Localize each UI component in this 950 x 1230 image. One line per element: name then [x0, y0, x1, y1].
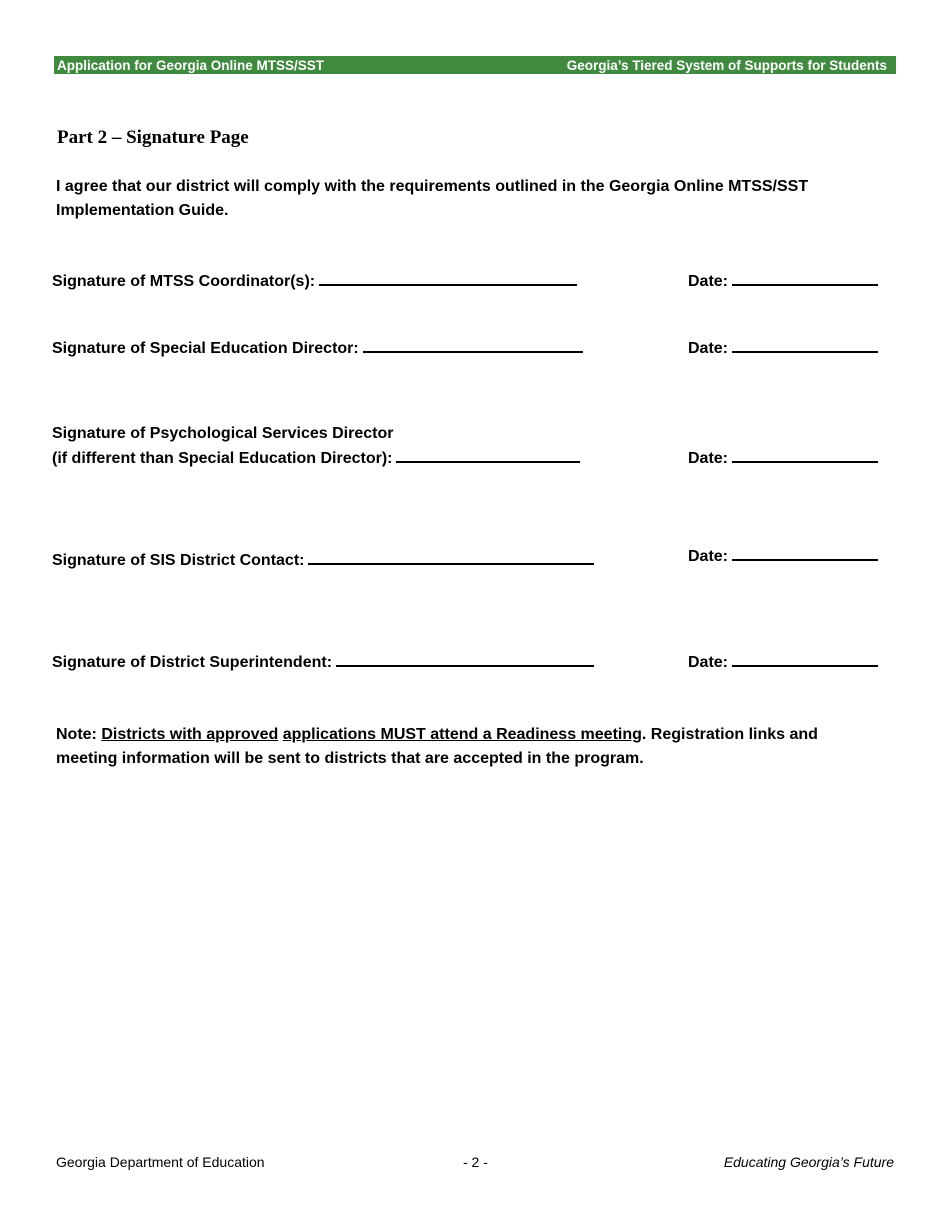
date-row-mtss-coordinator — [688, 269, 878, 294]
date-row-sis-district-contact — [688, 544, 878, 569]
signature-line[interactable] — [363, 336, 583, 353]
signature-row-sis-district-contact — [52, 548, 594, 573]
date-label: Date: — [688, 273, 729, 290]
date-line[interactable] — [732, 446, 878, 463]
signature-row-psychological-services-director — [52, 422, 580, 471]
signature-row-mtss-coordinator — [52, 269, 577, 294]
page-number: - 2 - — [463, 1154, 488, 1170]
header-bar — [54, 56, 896, 74]
date-line[interactable] — [732, 269, 878, 286]
signature-label: (if different than Special Education Director): — [52, 450, 393, 467]
date-line[interactable] — [732, 650, 878, 667]
date-row-district-superintendent — [688, 650, 878, 675]
date-line[interactable] — [732, 336, 878, 353]
header-right-text: Georgia’s Tiered System of Supports for Students — [566, 57, 887, 73]
date-line[interactable] — [732, 544, 878, 561]
signature-row-special-education-director — [52, 336, 583, 361]
readiness-note — [56, 723, 876, 771]
header-left-text: Application for Georgia Online MTSS/SST — [57, 57, 325, 73]
note-underlined-1: Districts with approved — [101, 726, 279, 743]
page-title: Part 2 – Signature Page — [57, 127, 249, 148]
footer-right: Educating Georgia’s Future — [723, 1154, 894, 1170]
date-row-psychological-services-director — [688, 446, 878, 471]
signature-line[interactable] — [396, 446, 580, 463]
signature-row-district-superintendent — [52, 650, 594, 675]
date-label: Date: — [688, 654, 729, 671]
signature-label: Signature of SIS District Contact: — [52, 552, 305, 569]
date-label: Date: — [688, 450, 729, 467]
date-label: Date: — [688, 548, 729, 565]
signature-line[interactable] — [336, 650, 594, 667]
date-row-special-education-director — [688, 336, 878, 361]
note-underlined-2: applications MUST attend a Readiness meeting — [282, 726, 642, 743]
date-label: Date: — [688, 340, 729, 357]
signature-line[interactable] — [308, 548, 594, 565]
signature-line[interactable] — [319, 269, 577, 286]
agreement-statement: I agree that our district will comply with the requirements outlined in the Georgia Online MTSS/SST Implementation Guide. — [56, 178, 809, 219]
footer-left: Georgia Department of Education — [56, 1154, 265, 1170]
note-prefix: Note: — [56, 726, 102, 743]
signature-label: Signature of MTSS Coordinator(s): — [52, 273, 316, 290]
signature-label: Signature of District Superintendent: — [52, 654, 333, 671]
signature-label-line1: Signature of Psychological Services Director — [52, 425, 394, 442]
signature-label: Signature of Special Education Director: — [52, 340, 359, 357]
note-rest: . Registration links and meeting information will be sent to districts that are accepted in the program. — [56, 726, 818, 767]
